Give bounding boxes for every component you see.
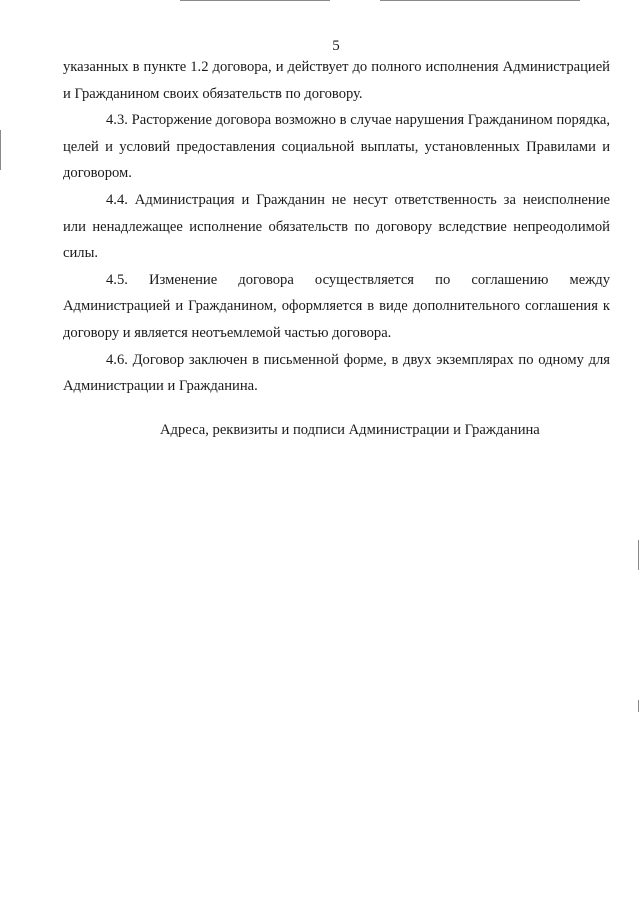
- page-number: 5: [332, 38, 340, 54]
- scan-edge-mark-right-lower: [638, 700, 639, 712]
- requisites-heading: Адреса, реквизиты и подписи Администрации и Гражданина: [160, 422, 540, 438]
- paragraph-continuation: указанных в пункте 1.2 договора, и действует до полного исполнения Администрацией и Гражданином своих обязательств по договору.: [63, 59, 610, 102]
- paragraph-4-6: 4.6. Договор заключен в письменной форме, в двух экземплярах по одному для Администрации и Гражданина.: [63, 351, 610, 395]
- scan-edge-mark-top-left: [180, 0, 330, 1]
- paragraph-4-4: 4.4. Администрация и Гражданин не несут ответственность за неисполнение или ненадлежащее исполнение обязательств по договору вследствие непреодолимой силы.: [63, 191, 610, 262]
- scan-edge-mark-top-right: [380, 0, 580, 1]
- document-body: [63, 54, 610, 400]
- scan-edge-mark-right: [638, 540, 639, 570]
- paragraph-4-5: 4.5. Изменение договора осуществляется по соглашению между Администрацией и Гражданином, оформляется в виде дополнительного соглашения к договору и является неотъемлемой частью договора.: [63, 271, 610, 341]
- scan-edge-mark-left: [0, 130, 1, 170]
- paragraph-4-3: 4.3. Расторжение договора возможно в случае нарушения Гражданином порядка, целей и условий предоставления социальной выплаты, установленных Правилами и договором.: [63, 112, 610, 182]
